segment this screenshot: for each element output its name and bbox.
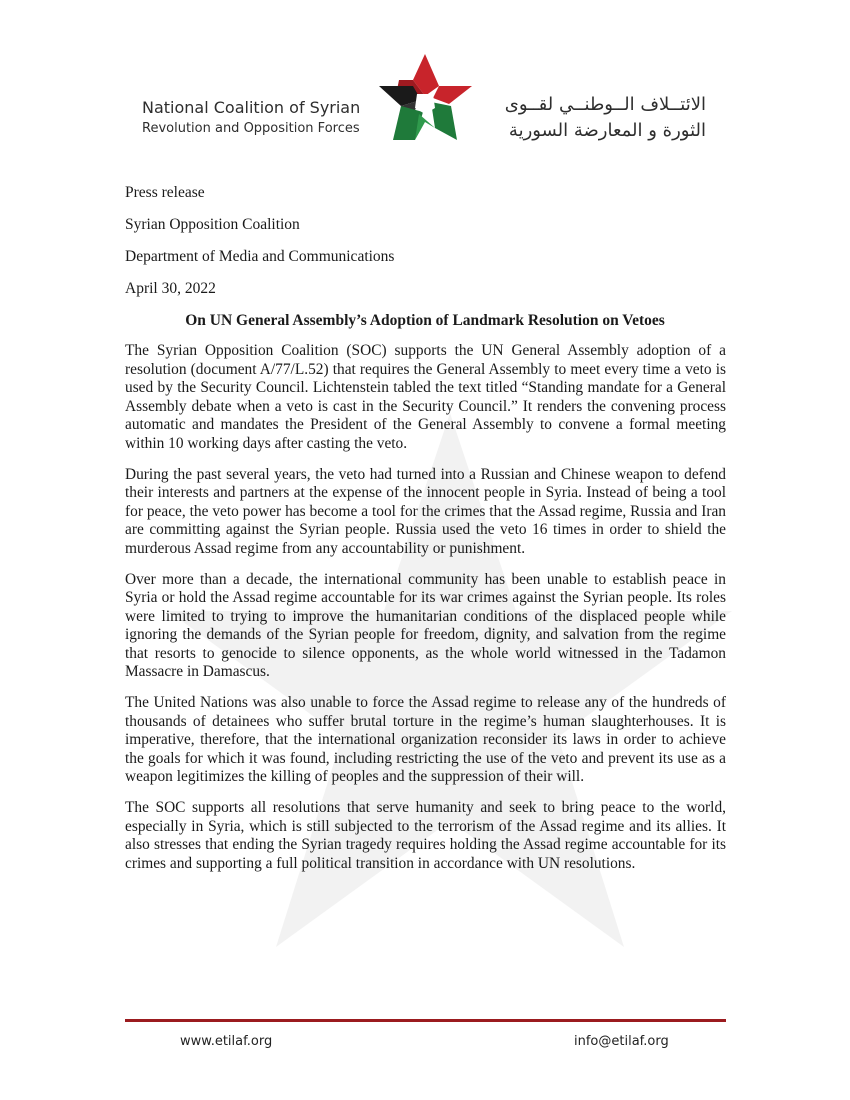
department-name: Department of Media and Communications <box>125 248 395 265</box>
org-name-en-line1: National Coalition of Syrian <box>142 98 361 117</box>
letterhead <box>0 0 850 160</box>
org-name-arabic <box>470 92 706 144</box>
press-release-body <box>125 342 726 886</box>
release-date: April 30, 2022 <box>125 280 216 297</box>
organization-name: Syrian Opposition Coalition <box>125 216 300 233</box>
body-paragraph: The United Nations was also unable to force the Assad regime to release any of the hundreds of thousands of detainees who suffer brutal torture in the regime’s human slaughterhouses. It is imperative, therefore, that the international organization reconsider its laws in order to achieve the goals for which it was found, including restricting the use of the veto and prevent its use as a weapon legitimizes the killing of peoples and the suppression of their will. <box>125 694 726 785</box>
footer-divider <box>125 1019 726 1022</box>
body-paragraph: The SOC supports all resolutions that serve humanity and seek to bring peace to the world, especially in Syria, which is still subjected to the terrorism of the Assad regime and its allies. It also stresses that ending the Syrian tragedy requires holding the Assad regime accountable for its crimes and supporting a full political transition in accordance with UN resolutions. <box>125 799 726 872</box>
footer-website-link[interactable]: www.etilaf.org <box>180 1034 273 1049</box>
press-release-label: Press release <box>125 184 205 201</box>
org-name-en-line2: Revolution and Opposition Forces <box>142 121 360 136</box>
body-paragraph: During the past several years, the veto had turned into a Russian and Chinese weapon to defend their interests and partners at the expense of the innocent people in Syria. Instead of being a tool for peace, the veto power has become a tool for the crimes that the Assad regime, Russia and Iran are committing against the Syrian people. Russia used the veto 16 times in order to shield the murderous Assad regime from any accountability or punishment. <box>125 465 726 557</box>
org-name-ar-line2: الثورة و المعارضة السورية <box>508 120 706 141</box>
org-name-ar-line1: الائتــلاف الــوطنــي لقــوى <box>504 94 706 115</box>
org-name-english <box>142 97 382 139</box>
star-logo-icon <box>375 50 475 145</box>
body-paragraph: The Syrian Opposition Coalition (SOC) supports the UN General Assembly adoption of a resolution (document A/77/L.52) that requires the General Assembly to meet every time a veto is used by the Security Council. Lichtenstein tabled the text titled “Standing mandate for a General Assembly debate when a veto is cast in the Security Council.” It renders the convening process automatic and mandates the President of the General Assembly to convene a formal meeting within 10 working days after casting the veto. <box>125 342 726 452</box>
body-paragraph: Over more than a decade, the international community has been unable to establish peace in Syria or hold the Assad regime accountable for its war crimes against the Syrian people. Its roles were limited to trying to improve the humanitarian conditions of the displaced people while ignoring the demands of the Syrian people for freedom, dignity, and salvation from the regime that resorts to genocide to silence opponents, as the whole world witnessed in the Tadamon Massacre in Damascus. <box>125 570 726 680</box>
press-release-title: On UN General Assembly’s Adoption of Landmark Resolution on Vetoes <box>185 312 665 329</box>
footer-email-link[interactable]: info@etilaf.org <box>574 1034 669 1049</box>
